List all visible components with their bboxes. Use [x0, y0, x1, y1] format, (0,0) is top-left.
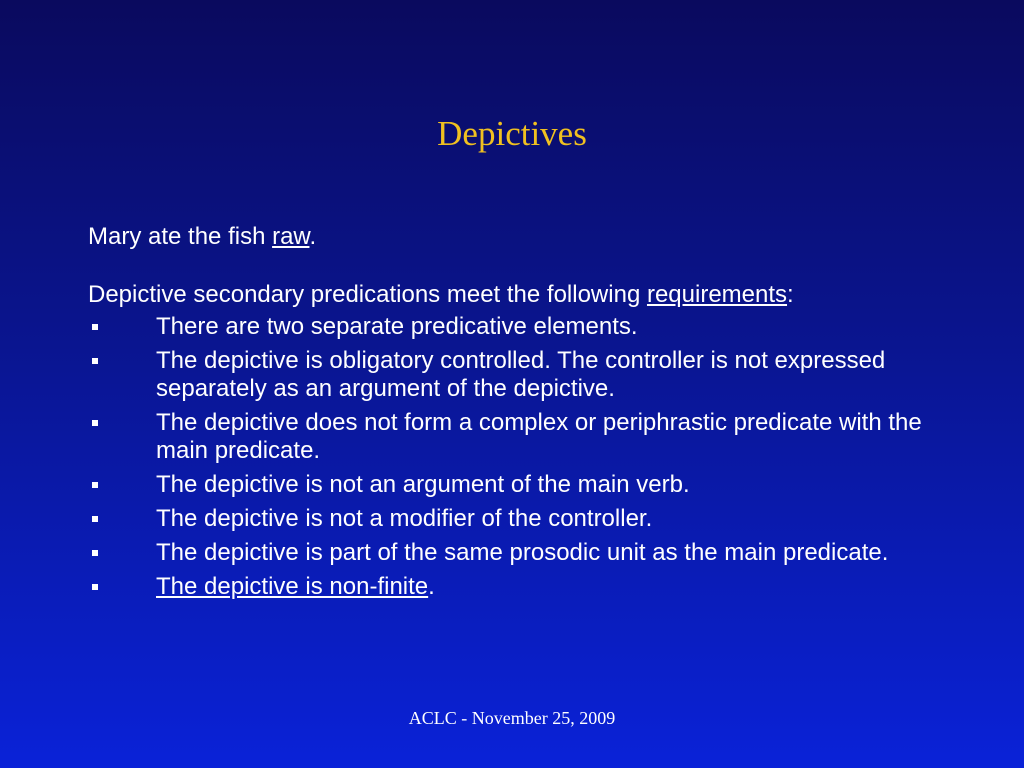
example-sentence — [88, 223, 948, 251]
requirements-intro — [88, 281, 948, 309]
square-bullet-icon — [92, 420, 98, 426]
example-period: . — [309, 223, 317, 250]
slide-title: Depictives — [437, 114, 587, 153]
list-item — [88, 347, 948, 403]
list-item — [88, 505, 948, 533]
list-item-text: The depictive does not form a complex or periphrastic predicate with the main predicate. — [156, 409, 922, 464]
list-item-text: There are two separate predicative elements. — [156, 313, 638, 340]
square-bullet-icon — [92, 324, 98, 330]
example-text: Mary ate the fish — [88, 223, 273, 250]
list-item-underlined-text: The depictive is non-finite — [156, 573, 429, 600]
requirements-list — [88, 313, 948, 601]
intro-text: Depictive secondary predications meet the following — [88, 281, 647, 308]
square-bullet-icon — [92, 516, 98, 522]
square-bullet-icon — [92, 550, 98, 556]
list-item-text: The depictive is obligatory controlled. The controller is not expressed separately as an argument of the depictive. — [156, 347, 886, 402]
list-item-text: The depictive is not a modifier of the controller. — [156, 505, 653, 532]
list-item-text: The depictive is not an argument of the main verb. — [156, 471, 690, 498]
list-item-period: . — [428, 573, 435, 600]
slide-body — [88, 223, 948, 607]
list-item — [88, 313, 948, 341]
list-item — [88, 539, 948, 567]
square-bullet-icon — [92, 482, 98, 488]
square-bullet-icon — [92, 584, 98, 590]
intro-underlined-word: requirements — [646, 281, 788, 308]
list-item — [88, 471, 948, 499]
slide-footer: ACLC - November 25, 2009 — [408, 708, 616, 728]
list-item — [88, 573, 948, 601]
list-item-text: The depictive is part of the same prosodic unit as the main predicate. — [156, 539, 889, 566]
square-bullet-icon — [92, 358, 98, 364]
intro-colon: : — [787, 281, 794, 308]
example-underlined-word: raw — [272, 223, 310, 250]
list-item — [88, 409, 948, 465]
